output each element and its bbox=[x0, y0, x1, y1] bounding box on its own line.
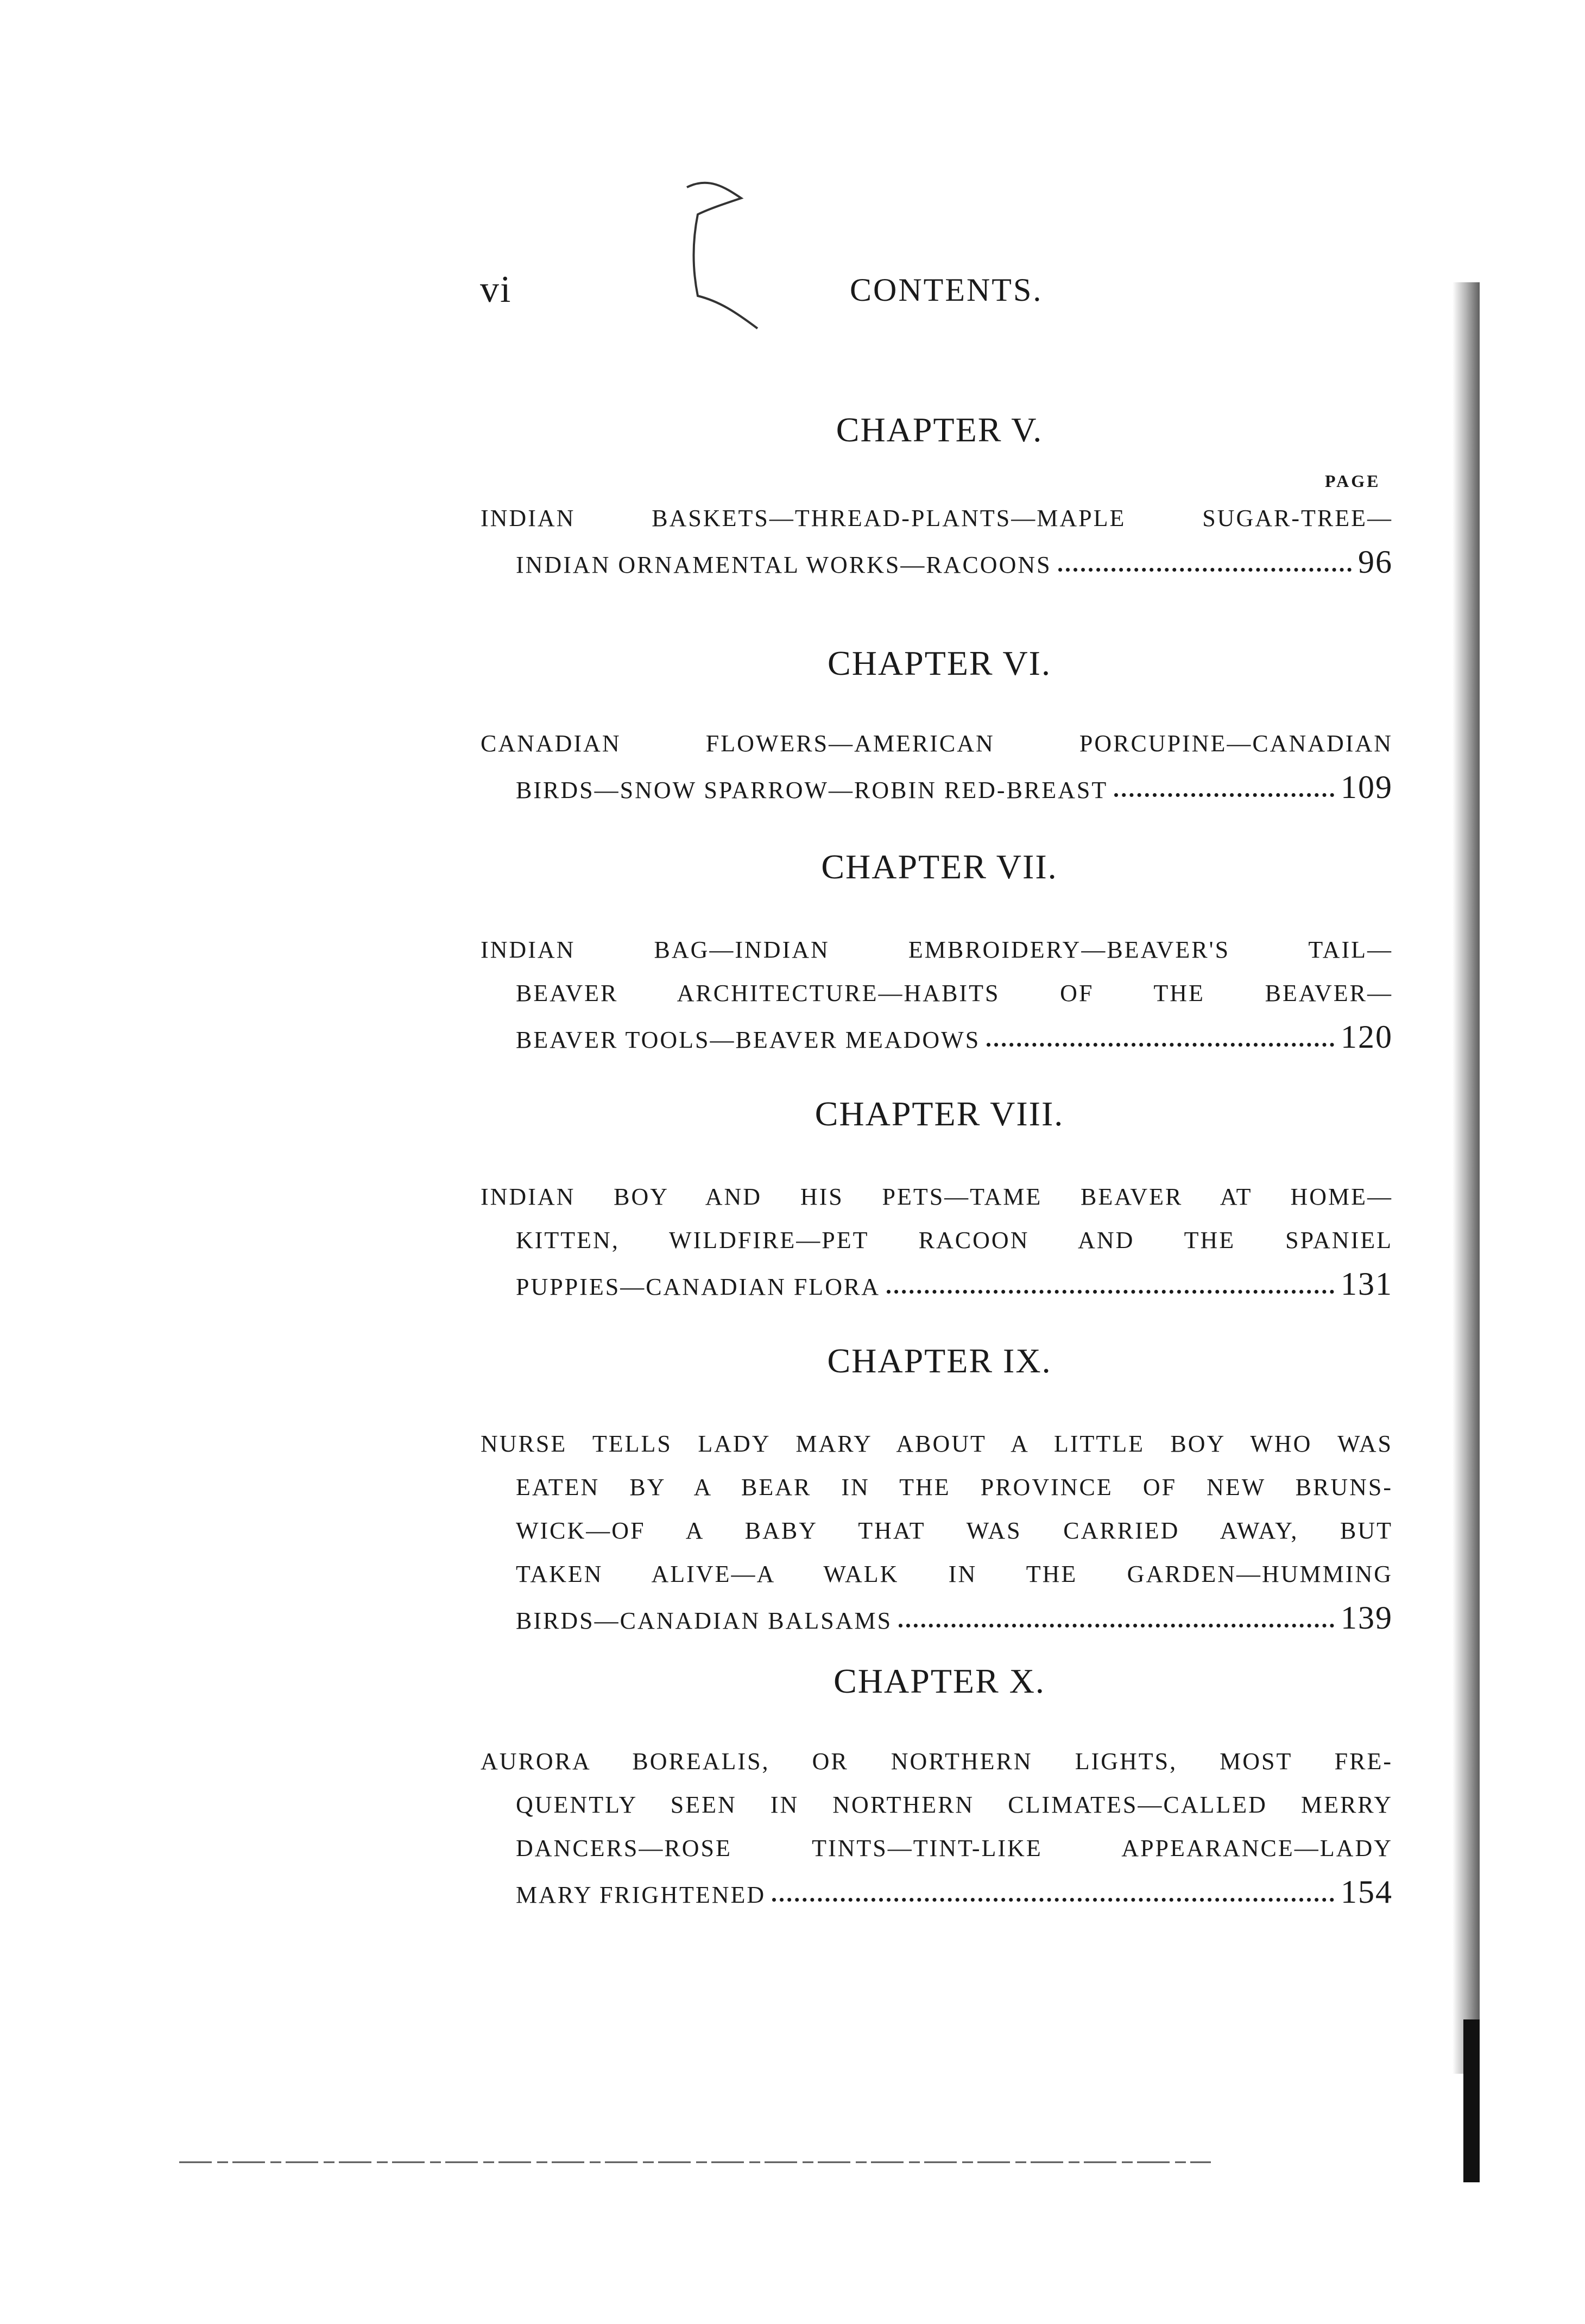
page-header-title: CONTENTS. bbox=[850, 272, 1043, 308]
toc-entry bbox=[481, 1740, 1393, 1914]
toc-entry-line: BEAVER ARCHITECTURE—HABITS OF THE BEAVER— bbox=[516, 980, 1393, 1006]
chapter-heading: CHAPTER X. bbox=[833, 1662, 1045, 1700]
toc-entry-line: AURORA BOREALIS, OR NORTHERN LIGHTS, MOST FRE- bbox=[481, 1748, 1393, 1775]
chapter-heading: CHAPTER V. bbox=[836, 410, 1043, 449]
toc-entry-line: INDIAN BASKETS—THREAD-PLANTS—MAPLE SUGAR-TREE— bbox=[481, 505, 1393, 531]
toc-entry-line: KITTEN, WILDFIRE—PET RACOON AND THE SPANIEL bbox=[516, 1227, 1393, 1253]
dot-leader bbox=[987, 1043, 1334, 1047]
binding-edge-shadow bbox=[1442, 119, 1480, 2199]
dot-leader bbox=[1058, 568, 1352, 572]
toc-entry-line: WICK—OF A BABY THAT WAS CARRIED AWAY, BUT bbox=[516, 1517, 1393, 1544]
dot-leader bbox=[1114, 793, 1334, 797]
toc-page-number: 109 bbox=[1341, 769, 1393, 805]
dot-leader bbox=[772, 1898, 1334, 1902]
chapter-heading: CHAPTER VI. bbox=[828, 644, 1051, 682]
toc-entry-line: INDIAN ORNAMENTAL WORKS—RACOONS bbox=[516, 552, 1052, 578]
toc-entry-line: BIRDS—SNOW SPARROW—ROBIN RED-BREAST bbox=[516, 777, 1108, 803]
toc-entry-line: EATEN BY A BEAR IN THE PROVINCE OF NEW BRUNS- bbox=[516, 1474, 1393, 1500]
toc-entry-line: PUPPIES—CANADIAN FLORA bbox=[516, 1274, 881, 1300]
toc-entry-line: INDIAN BAG—INDIAN EMBROIDERY—BEAVER'S TAIL— bbox=[481, 936, 1393, 963]
toc-page-number: 154 bbox=[1341, 1874, 1393, 1910]
toc-page-number: 120 bbox=[1341, 1019, 1393, 1055]
chapter-heading: CHAPTER VIII. bbox=[814, 1094, 1064, 1133]
toc-entry-line: BEAVER TOOLS—BEAVER MEADOWS bbox=[516, 1027, 981, 1053]
toc-entry bbox=[481, 722, 1393, 809]
toc-entry bbox=[481, 497, 1393, 584]
toc-page-number: 131 bbox=[1341, 1266, 1393, 1302]
toc-entry-line: DANCERS—ROSE TINTS—TINT-LIKE APPEARANCE—LADY bbox=[516, 1835, 1393, 1861]
toc-entry-line: INDIAN BOY AND HIS PETS—TAME BEAVER AT HOME— bbox=[481, 1183, 1393, 1210]
toc-entry bbox=[481, 1422, 1393, 1639]
toc-page-number: 139 bbox=[1341, 1600, 1393, 1636]
toc-entry-line: TAKEN ALIVE—A WALK IN THE GARDEN—HUMMING bbox=[516, 1561, 1393, 1587]
toc-entry-line: NURSE TELLS LADY MARY ABOUT A LITTLE BOY WHO WAS bbox=[481, 1430, 1393, 1457]
dot-leader bbox=[899, 1624, 1334, 1628]
page-column-label: PAGE bbox=[1325, 471, 1381, 491]
chapter-heading: CHAPTER IX. bbox=[827, 1341, 1052, 1380]
toc-entry-line: CANADIAN FLOWERS—AMERICAN PORCUPINE—CANADIAN bbox=[481, 730, 1393, 757]
pencil-mark bbox=[676, 176, 806, 334]
toc-page-number: 96 bbox=[1358, 544, 1393, 580]
chapter-heading: CHAPTER VII. bbox=[821, 847, 1058, 886]
toc-entry-line: QUENTLY SEEN IN NORTHERN CLIMATES—CALLED MERRY bbox=[516, 1791, 1393, 1818]
toc-entry-line: BIRDS—CANADIAN BALSAMS bbox=[516, 1607, 893, 1634]
toc-entry-line: MARY FRIGHTENED bbox=[516, 1882, 766, 1908]
bottom-scan-rule bbox=[179, 2161, 1211, 2164]
dot-leader bbox=[887, 1290, 1334, 1294]
toc-entry bbox=[481, 1175, 1393, 1306]
toc-entry bbox=[481, 928, 1393, 1059]
page-folio: vi bbox=[480, 269, 512, 311]
